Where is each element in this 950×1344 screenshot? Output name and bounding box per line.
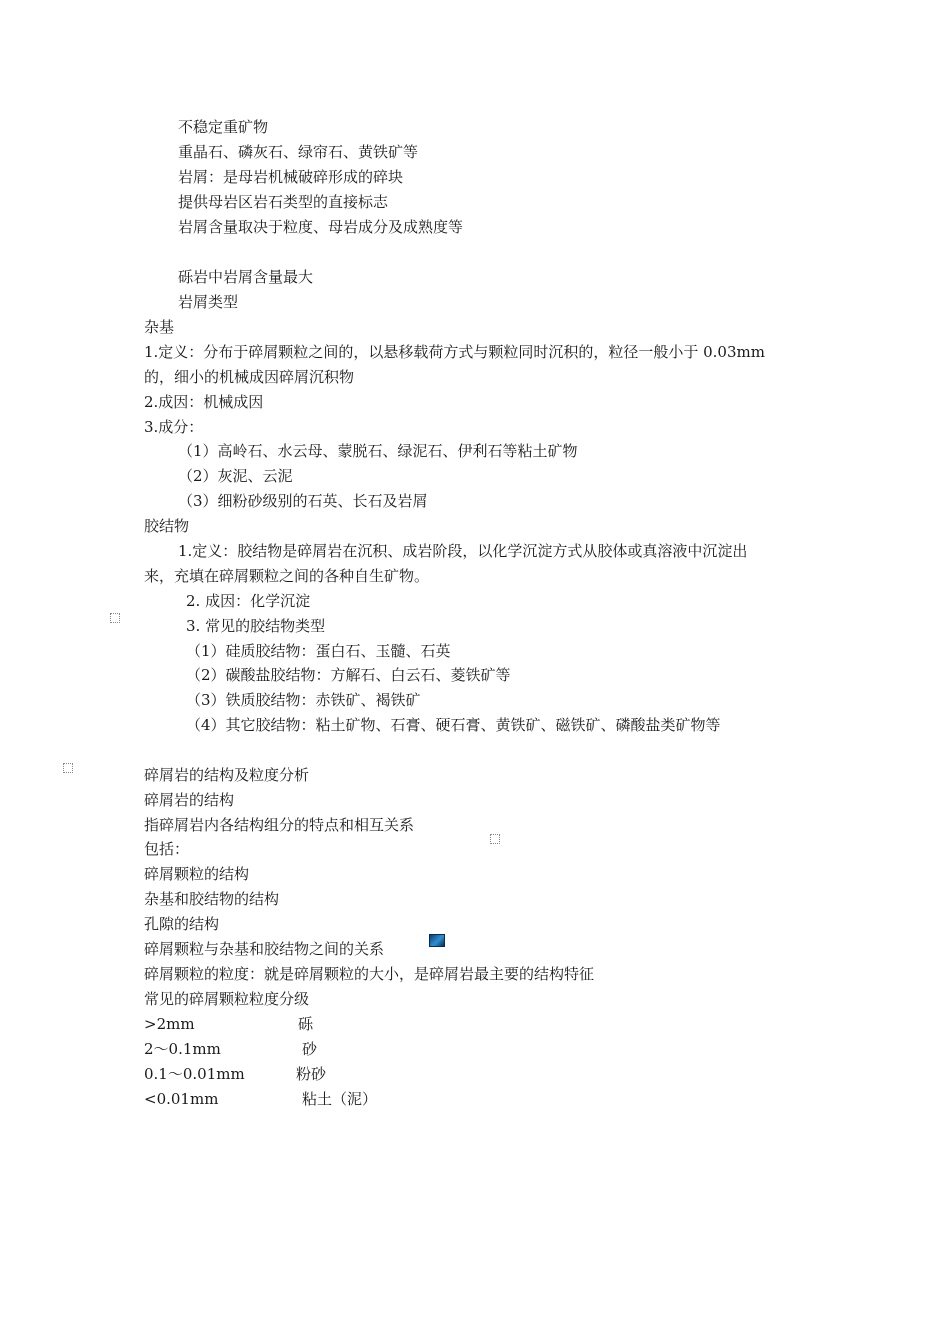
text-line: （3）细粉砂级别的石英、长石及岩屑 [178, 492, 428, 510]
embedded-image-icon [429, 934, 445, 947]
section-heading-matrix: 杂基 [144, 318, 175, 336]
section-heading-cement: 胶结物 [144, 517, 190, 535]
text-line: 碎屑颗粒与杂基和胶结物之间的关系 [144, 940, 385, 958]
text-line: 砾岩中岩屑含量最大 [178, 268, 314, 286]
text-line: （1）高岭石、水云母、蒙脱石、绿泥石、伊利石等粘土矿物 [178, 442, 578, 460]
text-line: 提供母岩区岩石类型的直接标志 [178, 193, 389, 211]
text-line: 指碎屑岩内各结构组分的特点和相互关系 [144, 816, 415, 834]
grade-size: <0.01mm [144, 1090, 219, 1108]
grade-name: 砾 [298, 1015, 314, 1033]
text-line: 2. 成因：化学沉淀 [186, 592, 311, 610]
text-line: （1）硅质胶结物：蛋白石、玉髓、石英 [186, 642, 451, 660]
section-heading-texture: 碎屑岩的结构及粒度分析 [144, 766, 310, 784]
text-line: 常见的碎屑颗粒粒度分级 [144, 990, 310, 1008]
text-line: 岩屑类型 [178, 293, 239, 311]
text-line: 岩屑：是母岩机械破碎形成的碎块 [178, 168, 404, 186]
text-line: 杂基和胶结物的结构 [144, 890, 280, 908]
text-line: 包括： [144, 840, 190, 858]
text-line: 1.定义：分布于碎屑颗粒之间的，以悬移载荷方式与颗粒同时沉积的，粒径一般小于 0.03mm [144, 343, 765, 361]
text-line: 岩屑含量取决于粒度、母岩成分及成熟度等 [178, 218, 464, 236]
text-line: 2.成因：机械成因 [144, 393, 264, 411]
grade-name: 粘土（泥） [302, 1090, 378, 1108]
text-line: （2）碳酸盐胶结物：方解石、白云石、菱铁矿等 [186, 666, 511, 684]
text-line: （2）灰泥、云泥 [178, 467, 293, 485]
text-line: 3.成分： [144, 418, 204, 436]
text-line: 孔隙的结构 [144, 915, 220, 933]
text-line: 碎屑岩的结构 [144, 791, 235, 809]
grade-size: 2～0.1mm [144, 1040, 221, 1058]
text-line: 3. 常见的胶结物类型 [186, 617, 326, 635]
text-line: 碎屑颗粒的粒度：就是碎屑颗粒的大小，是碎屑岩最主要的结构特征 [144, 965, 595, 983]
text-line: 来，充填在碎屑颗粒之间的各种自生矿物。 [144, 567, 430, 585]
text-line: 1.定义：胶结物是碎屑岩在沉积、成岩阶段，以化学沉淀方式从胶体或真溶液中沉淀出 [178, 542, 748, 560]
text-line: 的，细小的机械成因碎屑沉积物 [144, 368, 355, 386]
text-line: （3）铁质胶结物：赤铁矿、褐铁矿 [186, 691, 421, 709]
anchor-marker-icon [110, 613, 120, 623]
grade-size: 0.1～0.01mm [144, 1065, 245, 1083]
text-line: 不稳定重矿物 [178, 118, 269, 136]
anchor-marker-icon [490, 834, 500, 844]
text-line: 重晶石、磷灰石、绿帘石、黄铁矿等 [178, 143, 419, 161]
grade-name: 砂 [302, 1040, 318, 1058]
grade-name: 粉砂 [296, 1065, 327, 1083]
text-line: 碎屑颗粒的结构 [144, 865, 250, 883]
text-line: （4）其它胶结物：粘土矿物、石膏、硬石膏、黄铁矿、磁铁矿、磷酸盐类矿物等 [186, 716, 721, 734]
grade-size: >2mm [144, 1015, 195, 1033]
anchor-marker-icon [63, 763, 73, 773]
